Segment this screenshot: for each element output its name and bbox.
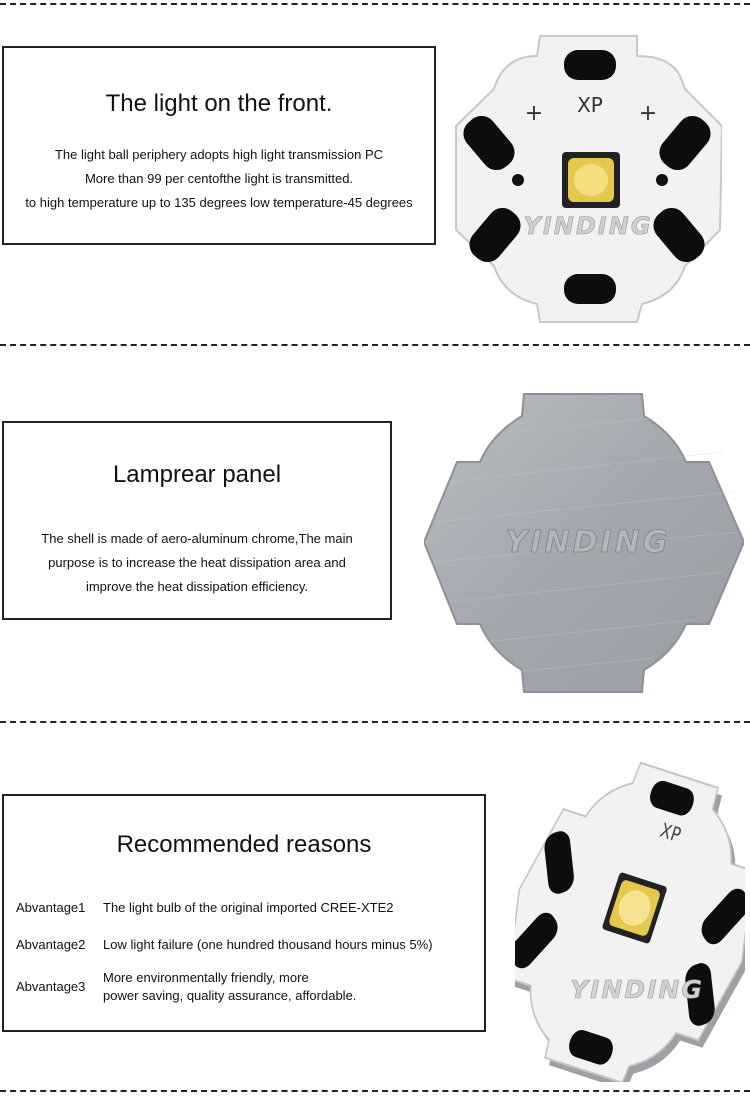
front-light-title: The light on the front. [105, 90, 333, 117]
front-led-lens [574, 164, 608, 196]
advantage-3-text-line-2: power saving, quality assurance, affordable. [103, 988, 357, 1003]
advantage-1-text: The light bulb of the original imported CREE-XTE2 [103, 900, 394, 915]
plus-right-label: + [638, 101, 658, 126]
dashed-divider-bottom [0, 1090, 750, 1092]
lamprear-line-2: purpose is to increase the heat dissipation area and [48, 555, 346, 570]
advantage-3-label: Abvantage3 [16, 979, 86, 994]
front-light-line-1: The light ball periphery adopts high light transmission PC [54, 147, 384, 162]
advantage-3-text-line-1: More environmentally friendly, more [103, 970, 309, 985]
front-board-pad-top [564, 50, 616, 80]
front-board-hole-left [512, 174, 524, 186]
lamprear-panel-title: Lamprear panel [112, 461, 282, 488]
angled-xp-label: XP [657, 819, 684, 848]
aluminum-back-panel-image [424, 392, 744, 694]
advantage-2-text: Low light failure (one hundred thousand hours minus 5%) [103, 937, 433, 952]
recommended-reasons-box [2, 794, 486, 1032]
advantage-2-label: Abvantage2 [16, 937, 86, 952]
front-board-pad-bottom [564, 274, 616, 304]
front-board-hole-right [656, 174, 668, 186]
xp-label: XP [577, 93, 603, 117]
front-light-line-3: to high temperature up to 135 degrees low temperature-45 degrees [25, 195, 413, 210]
recommended-reasons-title: Recommended reasons [116, 831, 372, 858]
lamprear-panel-info-box [2, 421, 392, 620]
dashed-divider-1 [0, 344, 750, 346]
aluminum-brand-watermark: YINDING [505, 525, 671, 560]
dashed-divider-2 [0, 721, 750, 723]
lamprear-line-3: improve the heat dissipation efficiency. [85, 579, 309, 594]
advantage-1-label: Abvantage1 [16, 900, 86, 915]
front-light-line-2: More than 99 per centofthe light is transmitted. [84, 171, 354, 186]
plus-left-label: + [524, 101, 544, 126]
dashed-divider-top [0, 3, 750, 5]
angled-led-board-image [515, 752, 745, 1082]
lamprear-line-1: The shell is made of aero-aluminum chrome,The main [41, 531, 353, 546]
front-light-info-box [2, 46, 436, 245]
angled-brand-watermark: YINDING [570, 975, 704, 1004]
front-brand-watermark: YINDING [523, 212, 653, 240]
front-led-board-image [452, 34, 722, 324]
